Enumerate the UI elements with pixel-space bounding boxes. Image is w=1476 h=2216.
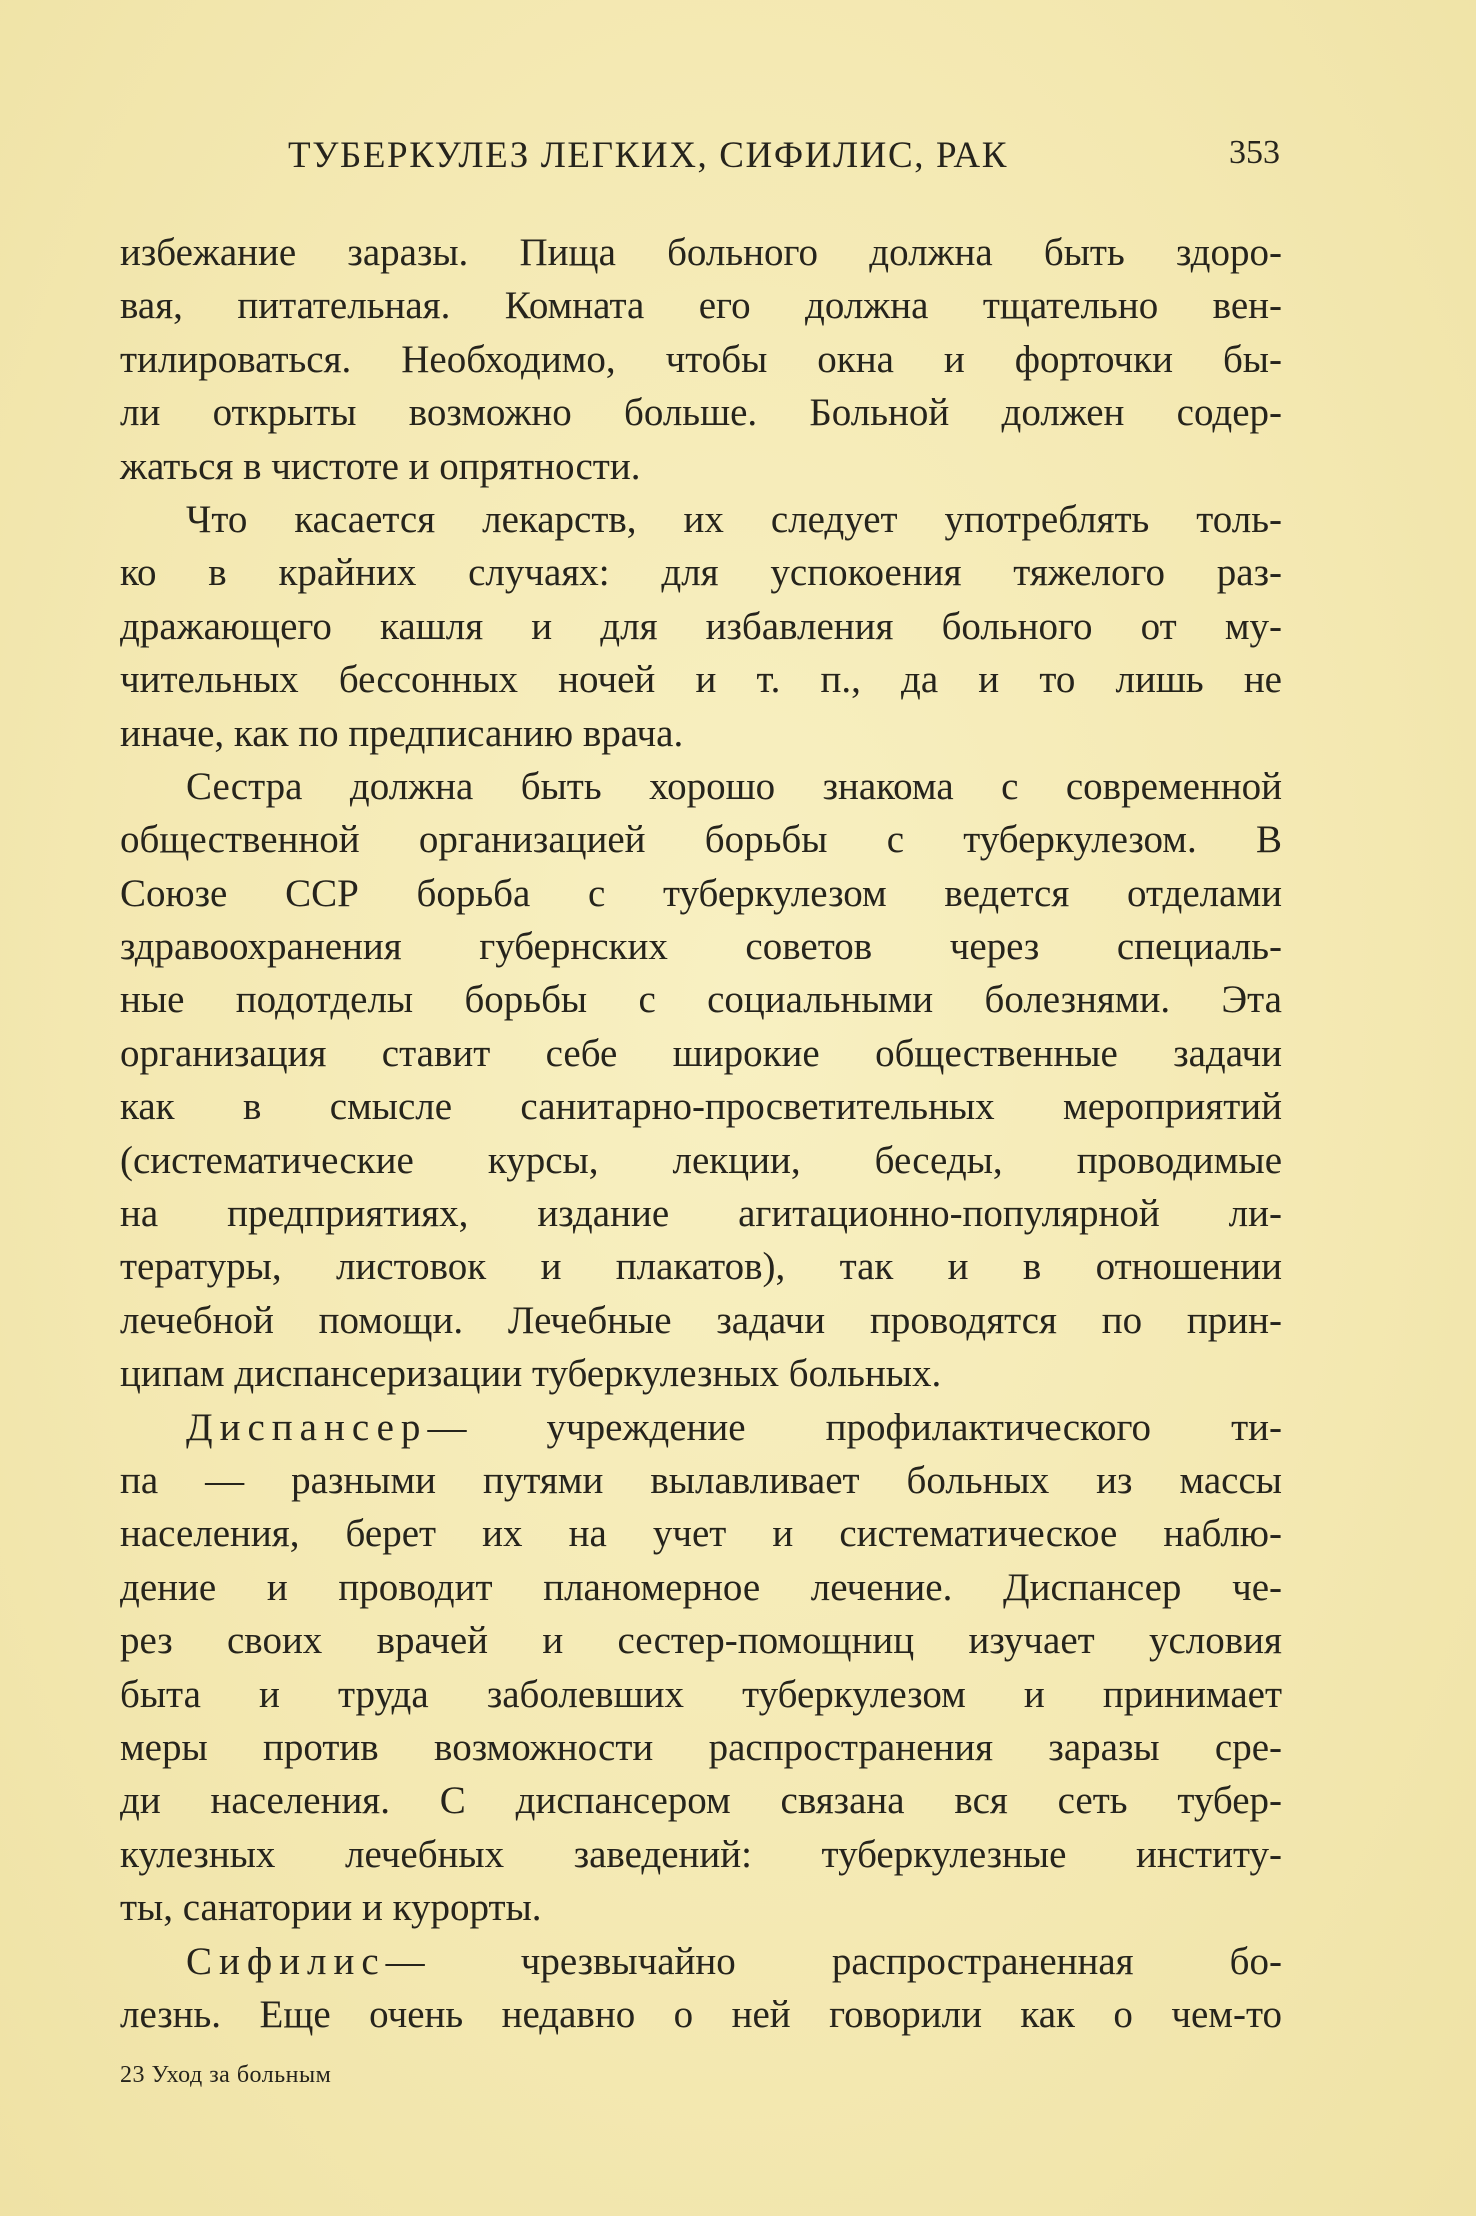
text-line: избежание заразы. Пища больного должна быть здоро- [120,231,1282,274]
text-line [120,1401,1282,1454]
text-line: кулезных лечебных заведений: туберкулезные институ- [120,1832,1282,1876]
text-line: па — разными путями вылавливает больных из массы [120,1458,1282,1502]
text-line: иначе, как по предписанию врача. [120,711,684,755]
page-number: 353 [1229,134,1280,171]
text-line: общественной организацией борьбы с туберкулезом. В [120,818,1282,862]
body-text [120,226,1282,2041]
text-line: ли открыты возможно больше. Больной должен содер- [120,391,1282,435]
text-line: на предприятиях, издание агитационно-популярной ли- [120,1192,1282,1236]
text-line: меры против возможности распространения заразы сре- [120,1725,1282,1769]
text-line: Что касается лекарств, их следует употреблять толь- [186,497,1282,541]
text-line: чительных бессонных ночей и т. п., да и то лишь не [120,658,1282,702]
text-line-rest: — чрезвычайно распространенная бо- [385,1939,1282,1983]
text-line: рез своих врачей и сестер-помощниц изучает условия [120,1619,1282,1663]
text-line: организация ставит себе широкие общественные задачи [120,1031,1282,1075]
text-line: лезнь. Еще очень недавно о ней говорили как о чем-то [120,1992,1282,2036]
spaced-term: Диспансер [186,1405,428,1449]
text-line: дражающего кашля и для избавления больного от му- [120,604,1282,648]
text-line: ные подотделы борьбы с социальными болезнями. Эта [120,978,1282,1022]
text-line: населения, берет их на учет и систематическое наблю- [120,1512,1282,1556]
text-line: здравоохранения губернских советов через специаль- [120,925,1282,969]
text-line: ты, санатории и курорты. [120,1886,542,1930]
running-head [120,134,1280,180]
text-line [120,1935,1282,1988]
text-line: Союзе ССР борьба с туберкулезом ведется отделами [120,871,1282,915]
text-line: вая, питательная. Комната его должна тщательно вен- [120,284,1282,328]
spaced-term: Сифилис [186,1939,386,1983]
text-line: тилироваться. Необходимо, чтобы окна и форточки бы- [120,337,1282,381]
text-line: жаться в чистоте и опрятности. [120,444,641,488]
text-line: дение и проводит планомерное лечение. Диспансер че- [120,1565,1282,1609]
text-line: быта и труда заболевших туберкулезом и принимает [120,1672,1282,1716]
text-line: тературы, листовок и плакатов), так и в отношении [120,1245,1282,1289]
running-title: ТУБЕРКУЛЕЗ ЛЕГКИХ, СИФИЛИС, РАК [288,135,1009,176]
text-line: ди населения. С диспансером связана вся сеть тубер- [120,1779,1282,1823]
text-line: как в смысле санитарно-просветительных мероприятий [120,1085,1282,1129]
text-line: ко в крайних случаях: для успокоения тяжелого раз- [120,551,1282,595]
text-line: лечебной помощи. Лечебные задачи проводятся по прин- [120,1298,1282,1342]
text-line-rest: — учреждение профилактического ти- [427,1405,1282,1449]
printer-signature: 23 Уход за больным [120,2062,332,2088]
text-line: (систематические курсы, лекции, беседы, проводимые [120,1138,1282,1182]
text-line: Сестра должна быть хорошо знакома с современной [186,764,1282,808]
text-line: ципам диспансеризации туберкулезных больных. [120,1352,942,1396]
